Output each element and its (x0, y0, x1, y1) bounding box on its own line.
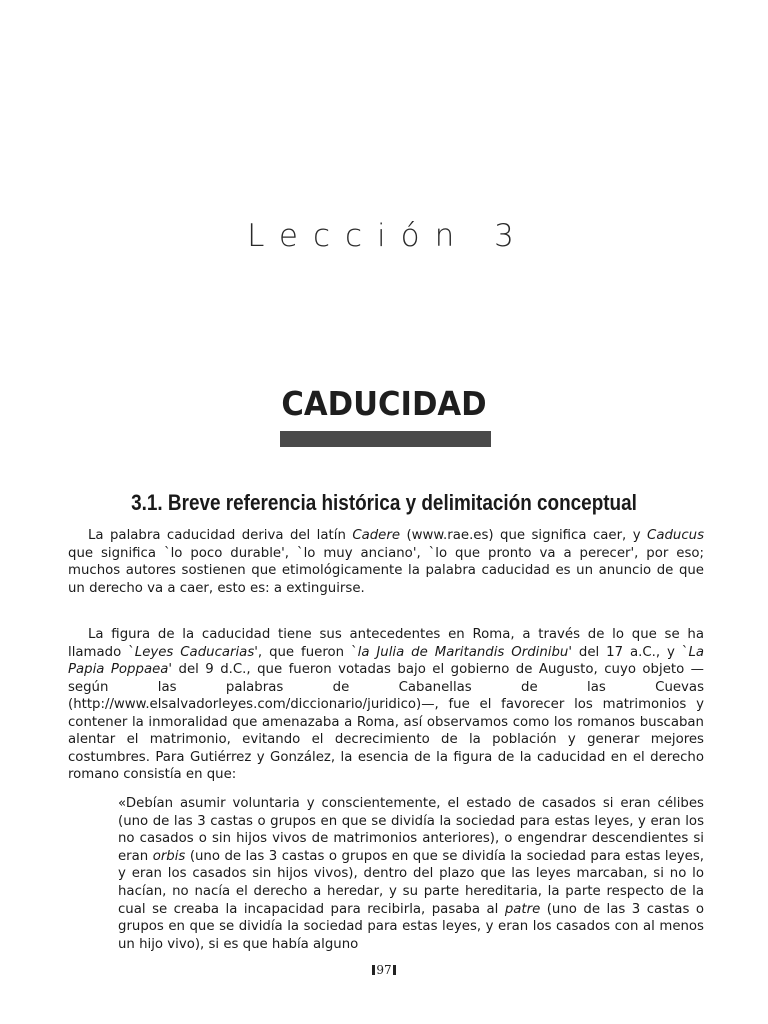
page-number-value: 97 (376, 963, 392, 977)
text-run-italic: orbis (152, 848, 186, 864)
lesson-heading: Lección 3 (247, 218, 529, 254)
text-run: (www.rae.es) que significa caer, y (400, 528, 648, 543)
text-run-italic: La Papia Poppaea (68, 644, 704, 677)
text-run: «Debían asumir voluntaria y conscientemente, el estado de casados si eran célibes (uno de las 3 castas o grupos en que se dividía la sociedad para estas leyes, y eran los no casados o sin hijos vivos de matrimonios anteriores), o engendrar descendientes si eran (118, 796, 704, 864)
text-run-italic: Leyes Caducarias (134, 644, 255, 660)
text-run: La figura de la caducidad tiene sus antecedentes en Roma, a través de lo que se ha llamado ` (68, 627, 704, 660)
chapter-title: CADUCIDAD (281, 384, 487, 423)
page-mark-right (393, 965, 396, 975)
text-run: ' del 9 d.C., que fueron votadas bajo el gobierno de Augusto, cuyo objeto —según las palabras de Cabanellas de las Cuevas (http://www.elsalvadorleyes.com/diccionario/juridico)—, fue el favorecer los matrimonios y contener la inmoralidad que amenazaba a Roma, así observamos como los romanos buscaban alentar el matrimonio, evitando el decrecimiento de la población y generar mejores costumbres. Para Gutiérrez y González, la esencia de la figura de la caducidad en el derecho romano consistía en que: (68, 662, 704, 782)
paragraph-history (68, 626, 704, 784)
page-number (0, 963, 768, 977)
title-underline-bar (280, 431, 491, 447)
text-run: que significa `lo poco durable', `lo muy anciano', `lo que pronto va a perecer', por eso; muchos autores sostienen que etimológicamente la palabra caducidad es un anuncio de que un derecho va a caer, esto es: a extinguirse. (68, 545, 704, 596)
text-run: ', que fueron ` (254, 644, 358, 660)
text-run: ' del 17 a.C., y ` (568, 644, 689, 660)
text-run: (uno de las 3 castas o grupos en que se dividía la sociedad para estas leyes, y eran los casados sin hijos vivos), dentro del plazo que las leyes marcaban, si no lo hacían, no nacía el derecho a heredar, y su parte hereditaria, la parte respecto de la cual se creaba la incapacidad para recibirla, pasaba al (118, 848, 704, 917)
text-run-italic: la Julia de Maritandis Ordinibu (357, 644, 569, 660)
section-heading: 3.1. Breve referencia histórica y delimitación conceptual (131, 490, 637, 515)
paragraph-etymology (68, 527, 704, 597)
page-mark-left (372, 965, 375, 975)
text-run-italic: patre (504, 901, 541, 917)
block-quote (118, 795, 704, 953)
text-run: La palabra caducidad deriva del latín (88, 528, 353, 543)
text-run: (uno de las 3 castas o grupos en que se dividía la sociedad para estas leyes, y eran los casados con al menos un hijo vivo), si es que había alguno (118, 901, 704, 952)
text-run-italic: Cadere (352, 528, 401, 543)
text-run-italic: Caducus (647, 528, 704, 543)
